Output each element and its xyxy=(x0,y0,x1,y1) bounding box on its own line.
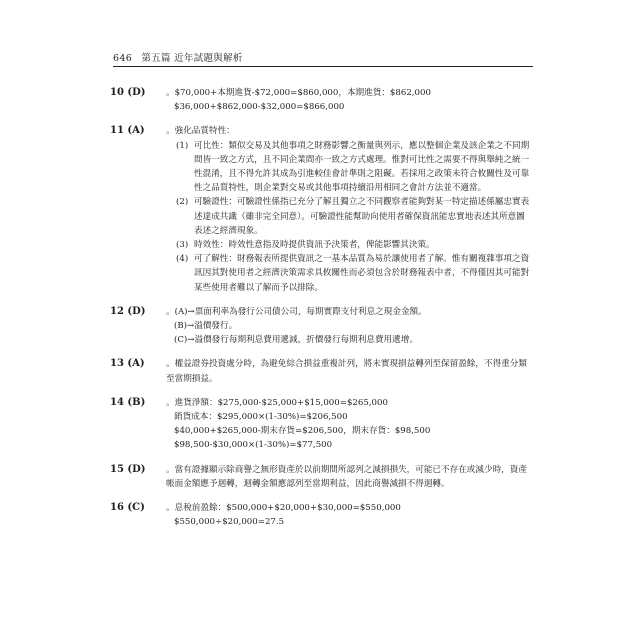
answer-line: $550,000÷$20,000=27.5 xyxy=(174,517,285,528)
answer-list xyxy=(110,86,530,539)
header-rule xyxy=(113,66,533,67)
answer-line: $36,000+$862,000-$32,000=$866,000 xyxy=(174,102,345,113)
question-number: 10 (D) xyxy=(110,87,146,98)
answer-line: $98,500-$30,000×(1-30%)=$77,500 xyxy=(174,440,333,451)
sub-item-number: (3) xyxy=(176,240,189,251)
answer-10 xyxy=(110,86,530,114)
page-header xyxy=(113,50,243,64)
sub-item xyxy=(176,195,530,238)
sub-item xyxy=(176,238,530,252)
answer-13 xyxy=(110,357,530,385)
answer-15 xyxy=(110,463,530,491)
answer-text: 。權益證券投資處分時，為避免綜合損益重複計列，將未實現損益轉列至保留盈餘，不得重分類至當期損益。 xyxy=(166,359,527,384)
sub-item-text: 可了解性：財務報表所提供資訊之一基本品質為易於讓使用者了解。惟有關複雜事項之資訊因其對使用者之經濟決策需求具攸關性而必須包含於財務報表中者，不得僅因其可能對某些使用者難以了解而予以排除。 xyxy=(194,254,530,293)
sub-item-number: (2) xyxy=(176,197,189,208)
answer-line: 。進貨淨額：$275,000-$25,000+$15,000=$265,000 xyxy=(166,397,388,408)
answer-intro: 。強化品質特性： xyxy=(166,126,235,137)
sub-item-text: 可驗證性：可驗證性係指已充分了解且獨立之不同觀察者能夠對某一特定描述係屬忠實表述達成共識（雖非完全同意）。可驗證性能幫助向使用者確保資訊能忠實地表述其所意圖表述之經濟現象。 xyxy=(194,197,530,236)
answer-12 xyxy=(110,305,530,348)
section-label: 第五篇 xyxy=(141,53,171,64)
question-number: 16 (C) xyxy=(110,502,145,514)
answer-line: 。息稅前盈餘：$500,000+$20,000+$30,000=$550,000 xyxy=(166,503,401,514)
sub-item-number: (4) xyxy=(176,254,189,265)
answer-line: 銷貨成本：$295,000×(1-30%)=$206,500 xyxy=(174,412,348,423)
page-number: 646 xyxy=(113,53,133,64)
answer-line: 。(A)→票面利率為發行公司債公司，每期實際支付利息之現金金額。 xyxy=(166,306,427,317)
sub-item xyxy=(176,252,530,295)
sub-item-text: 可比性：類似交易及其他事項之財務影響之衡量與列示，應以整個企業及該企業之不同期間皆一致之方式，且不同企業間亦一致之方式處理。惟對可比性之需要不得與舉純之統一性混淆，且不得允許其成為引進較佳會計準則之阻礙。若採用之政策未符合攸關性及可靠性之品質特性，則企業對交易或其他事項持續沿用相同之會計方法並不適當。 xyxy=(194,140,530,194)
question-number: 13 (A) xyxy=(110,358,145,370)
question-number: 15 (D) xyxy=(110,463,146,475)
sub-item-text: 時效性：時效性意指及時提供資訊予決策者，俾能影響其決策。 xyxy=(194,240,435,251)
question-number: 12 (D) xyxy=(110,305,146,317)
answer-16 xyxy=(110,501,530,529)
answer-line: (C)→溢價發行每期利息費用遞減，折價發行每期利息費用遞增。 xyxy=(174,335,418,346)
sub-item xyxy=(176,139,530,196)
section-title: 近年試題與解析 xyxy=(174,53,243,64)
answer-11 xyxy=(110,124,530,294)
answer-text: 。當有證據顯示除商譽之無形資產於以前期間所認列之減損損失，可能已不存在或減少時，資產帳面金額應予迴轉，迴轉金額應認列至當期利益，因此商譽減損不得迴轉。 xyxy=(166,464,527,489)
question-number: 14 (B) xyxy=(110,396,146,408)
sub-item-number: (1) xyxy=(176,140,189,151)
question-number: 11 (A) xyxy=(110,125,145,137)
answer-line: 。$70,000+本期進貨-$72,000=$860,000，本期進貨：$862,000 xyxy=(166,88,431,98)
answer-14 xyxy=(110,396,530,453)
answer-line: $40,000+$265,000-期末存貨=$206,500，期末存貨：$98,500 xyxy=(174,426,431,437)
answer-line: (B)→溢價發行。 xyxy=(174,321,238,332)
